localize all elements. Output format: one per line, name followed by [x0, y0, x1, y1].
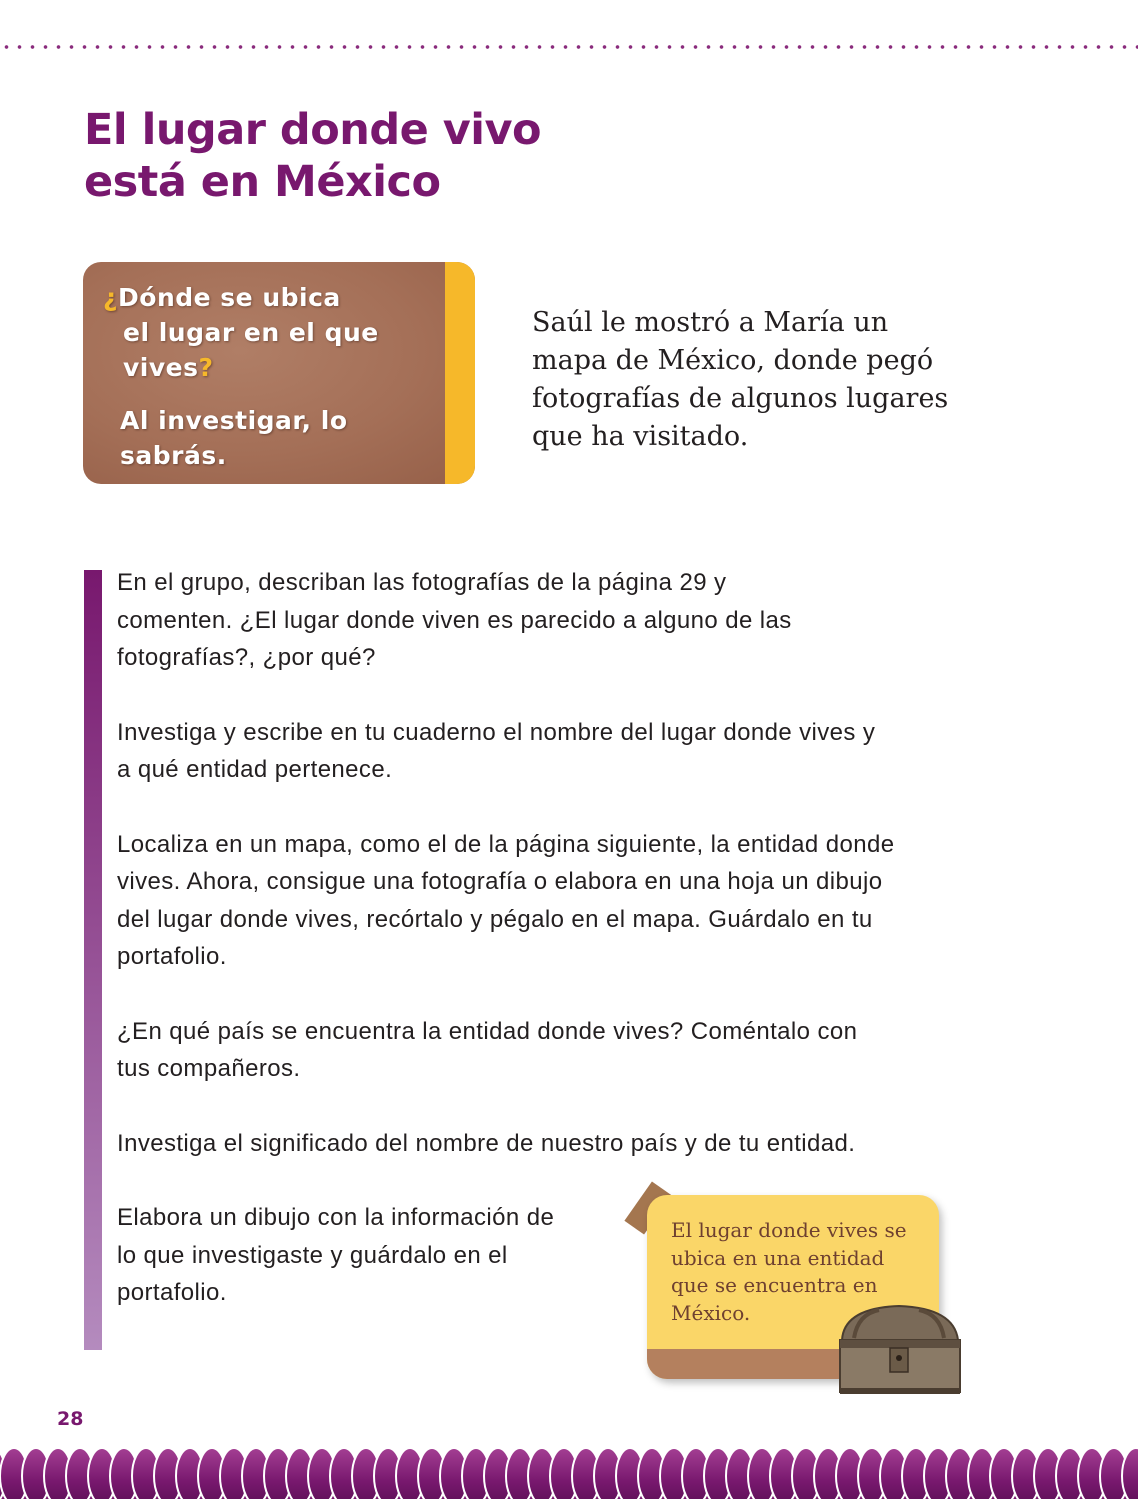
activity-sidebar-bar: [84, 570, 102, 1350]
activity-paragraph-5: Investiga el significado del nombre de nuestro país y de tu entidad.: [117, 1129, 856, 1157]
close-question-mark: ?: [198, 353, 214, 382]
treasure-chest-icon: [834, 1300, 964, 1400]
open-question-mark: ¿: [103, 283, 119, 312]
title-line-1: El lugar donde vivo: [84, 105, 542, 155]
question-line-1: Dónde se ubica: [118, 283, 341, 312]
activity-paragraph-3: Localiza en un mapa, como el de la página siguiente, la entidad donde vives. Ahora, consigue una fotografía o elabora en una hoja un dibujo del lugar donde vives, recórtalo y pégalo en el mapa. Guárdalo en tu portafolio.: [117, 830, 895, 970]
note-text: El lugar donde vives se ubica en una entidad que se encuentra en México.: [671, 1218, 907, 1325]
question-line-2: el lugar en el que: [123, 318, 379, 347]
guiding-question: [103, 280, 423, 385]
page-number: 28: [57, 1408, 84, 1430]
question-answer: Al investigar, lo sabrás.: [120, 406, 348, 470]
scallop-bottom-border: [0, 1446, 1138, 1499]
page-title: [84, 104, 684, 208]
activity-paragraph-1: En el grupo, describan las fotografías de la página 29 y comenten. ¿El lugar donde viven es parecido a alguno de las fotografías?, ¿por qué?: [117, 569, 792, 671]
intro-paragraph: Saúl le mostró a María un mapa de México, donde pegó fotografías de algunos lugares que ha visitado.: [532, 307, 949, 452]
title-line-2: está en México: [84, 157, 441, 207]
question-line-3: vives: [123, 353, 199, 382]
dotted-top-border: [0, 44, 1138, 50]
question-box-text: [103, 280, 423, 473]
question-box: [83, 262, 475, 484]
question-box-stripe: [445, 262, 475, 484]
activity-paragraph-2: Investiga y escribe en tu cuaderno el nombre del lugar donde vives y a qué entidad pertenece.: [117, 718, 876, 783]
activity-paragraph-4: ¿En qué país se encuentra la entidad donde vives? Coméntalo con tus compañeros.: [117, 1017, 858, 1082]
activity-paragraph-6: Elabora un dibujo con la información de lo que investigaste y guárdalo en el portafolio.: [117, 1204, 555, 1306]
